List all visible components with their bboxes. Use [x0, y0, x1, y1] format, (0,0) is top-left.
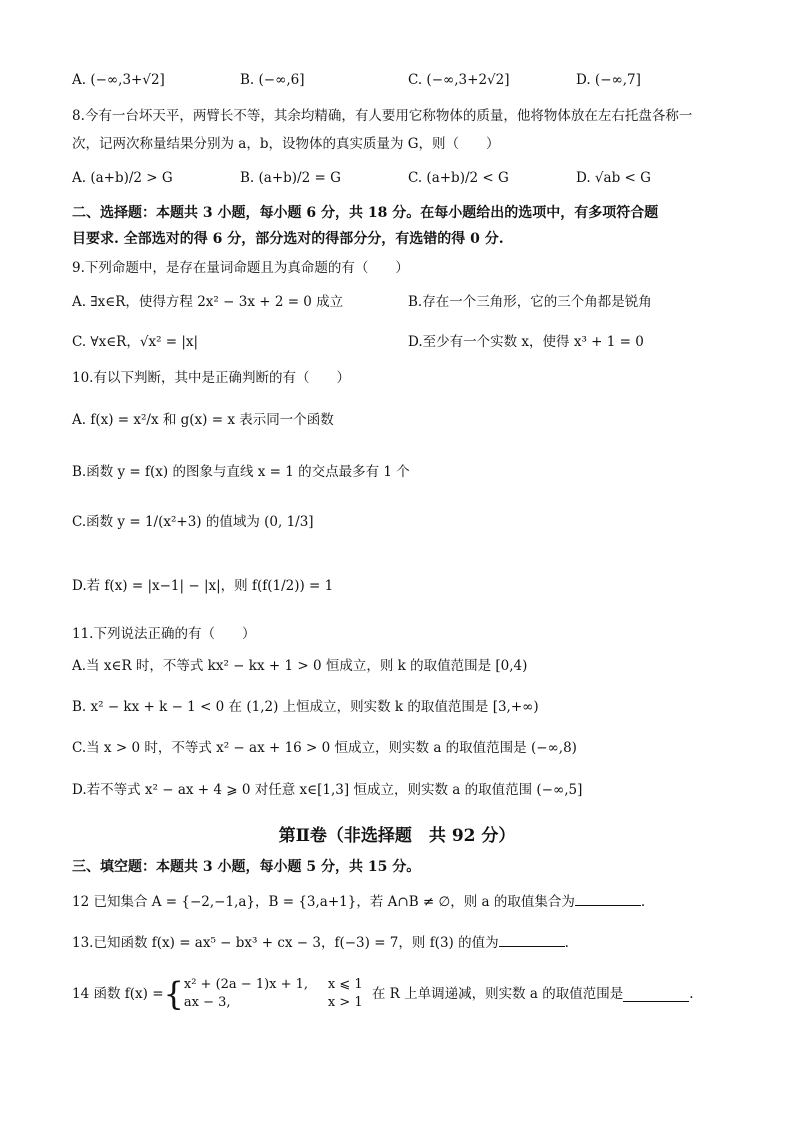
section2-line1: 二、选择题：本题共 3 小题，每小题 6 分，共 18 分。在每小题给出的选项中，有多项符合题	[72, 205, 659, 221]
q10-stem: 10.有以下判断，其中是正确判断的有（ ）	[72, 370, 350, 386]
q13: 13.已知函数 f(x) = ax⁵ − bx³ + cx − 3，f(−3) = 7，则 f(3) 的值为 .	[72, 932, 569, 953]
q8-stem-line2: 次，记两次称量结果分别为 a，b，设物体的真实质量为 G，则（ ）	[72, 136, 500, 152]
q7-option-d: D. (−∞,7]	[576, 72, 641, 88]
q14-suffix: 在 R 上单调递减，则实数 a 的取值范围是	[371, 986, 624, 1002]
q12-text: 12 已知集合 A = {−2,−1,a}，B = {3,a+1}，若 A∩B ≠ ∅，则 a 的取值集合为	[72, 894, 575, 910]
q10-option-b: B.函数 y = f(x) 的图象与直线 x = 1 的交点最多有 1 个	[72, 464, 410, 480]
q9-option-d: D.至少有一个实数 x，使得 x³ + 1 = 0	[408, 334, 644, 350]
q14: 14 函数 f(x) = { x² + (2a − 1)x + 1, x ⩽ 1 ax − 3, x > 1 在 R 上单调递减，则实数 a 的取值范围是 .	[72, 975, 694, 1013]
q8-option-c: C. (a+b)/2 < G	[408, 170, 509, 186]
q11-option-d: D.若不等式 x² − ax + 4 ⩾ 0 对任意 x∈[1,3] 恒成立，则实数 a 的取值范围 (−∞,5]	[72, 782, 583, 798]
q8-option-b: B. (a+b)/2 = G	[240, 170, 341, 186]
q14-prefix: 14 函数 f(x) =	[72, 986, 164, 1002]
q9-option-c: C. ∀x∈R，√x² = |x|	[72, 334, 199, 350]
q13-answer-blank[interactable]	[499, 932, 565, 947]
q7-option-a: A. (−∞,3+√2]	[72, 72, 165, 88]
q12-answer-blank[interactable]	[575, 891, 641, 906]
q11-option-a: A.当 x∈R 时，不等式 kx² − kx + 1 > 0 恒成立，则 k 的取值范围是 [0,4)	[72, 658, 528, 674]
q14-piece2-cond: x > 1	[327, 995, 363, 1010]
q10-option-c: C.函数 y = 1/(x²+3) 的值域为 (0, 1/3]	[72, 514, 314, 530]
q14-brace: {	[163, 975, 184, 1013]
q9-stem: 9.下列命题中，是存在量词命题且为真命题的有（ ）	[72, 260, 409, 276]
q11-option-c: C.当 x > 0 时，不等式 x² − ax + 16 > 0 恒成立，则实数 a 的取值范围是 (−∞,8)	[72, 740, 577, 756]
q13-text: 13.已知函数 f(x) = ax⁵ − bx³ + cx − 3，f(−3) = 7，则 f(3) 的值为	[72, 935, 499, 951]
q11-option-b: B. x² − kx + k − 1 < 0 在 (1,2) 上恒成立，则实数 k 的取值范围是 [3,+∞)	[72, 699, 539, 715]
q14-answer-blank[interactable]	[623, 987, 689, 1002]
section2-line2: 目要求. 全部选对的得 6 分，部分选对的得部分分，有选错的得 0 分.	[72, 231, 504, 247]
q8-option-d: D. √ab < G	[576, 170, 651, 186]
q8-stem-line1: 8.今有一台坏天平，两臂长不等，其余均精确，有人要用它称物体的质量，他将物体放在左右托盘各称一	[72, 108, 693, 124]
q12: 12 已知集合 A = {−2,−1,a}，B = {3,a+1}，若 A∩B ≠ ∅，则 a 的取值集合为 .	[72, 891, 645, 912]
q14-piece1-expr: x² + (2a − 1)x + 1,	[183, 977, 309, 992]
q14-piecewise	[184, 976, 368, 1012]
section3-header: 三、填空题：本题共 3 小题，每小题 5 分，共 15 分。	[72, 859, 421, 875]
q8-option-a: A. (a+b)/2 > G	[72, 170, 173, 186]
q10-option-d: D.若 f(x) = |x−1| − |x|，则 f(f(1/2)) = 1	[72, 578, 334, 594]
q7-option-b: B. (−∞,6]	[240, 72, 305, 88]
q14-piece1-cond: x ⩽ 1	[327, 977, 363, 992]
q9-option-a: A. ∃x∈R，使得方程 2x² − 3x + 2 = 0 成立	[72, 294, 344, 310]
q10-option-a: A. f(x) = x²/x 和 g(x) = x 表示同一个函数	[72, 412, 334, 428]
q7-option-c: C. (−∞,3+2√2]	[408, 72, 510, 88]
q11-stem: 11.下列说法正确的有（ ）	[72, 626, 256, 642]
q14-piece2-expr: ax − 3,	[183, 995, 231, 1010]
part2-title: 第Ⅱ卷（非选择题 共 92 分）	[278, 826, 516, 846]
q9-option-b: B.存在一个三角形，它的三个角都是锐角	[408, 294, 652, 310]
